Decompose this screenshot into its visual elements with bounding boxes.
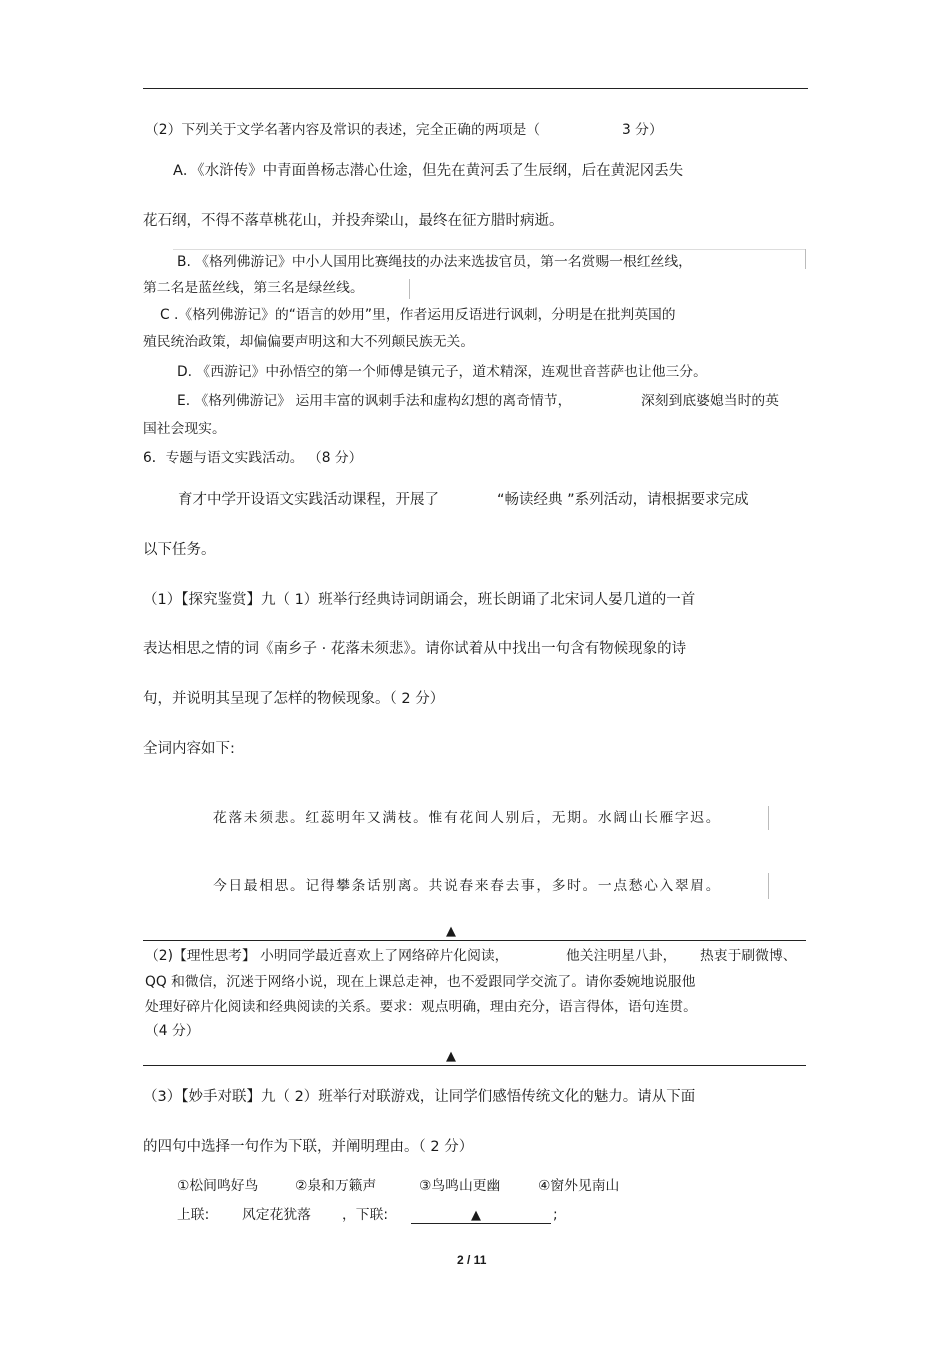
q6-intro-line2: 以下任务。 bbox=[143, 542, 216, 558]
option-e-line1a: E. 《格列佛游记》 运用丰富的讽刺手法和虚构幻想的离奇情节， bbox=[177, 393, 572, 409]
lower-couplet-end: ; bbox=[553, 1207, 558, 1223]
option-b-frame-top bbox=[173, 249, 805, 250]
option-b-line2: 第二名是蓝丝线，第三名是绿丝线。 bbox=[143, 280, 364, 296]
option-b-frame-mid bbox=[409, 279, 410, 299]
poem-line1-edge bbox=[768, 806, 769, 830]
option-e-line1b: 深刻到底婆媳当时的英 bbox=[641, 393, 779, 409]
poem-line2-edge bbox=[768, 873, 769, 899]
couplet-option-4: ④窗外见南山 bbox=[538, 1178, 620, 1194]
option-e-line2: 国社会现实。 bbox=[143, 421, 226, 437]
part1-line1: （1）【探究鉴赏】九（ 1）班举行经典诗词朗诵会，班长朗诵了北宋词人晏几道的一首 bbox=[143, 592, 696, 608]
answer-mark-2: ▲ bbox=[446, 1049, 456, 1064]
couplet-option-2: ②泉和万籁声 bbox=[295, 1178, 377, 1194]
q2-stem: （2）下列关于文学名著内容及常识的表述，完全正确的两项是（ bbox=[145, 122, 541, 138]
option-a-line2: 花石纲，不得不落草桃花山，并投奔梁山，最终在征方腊时病逝。 bbox=[143, 213, 564, 229]
option-b-line1: B. 《格列佛游记》中小人国用比赛绳技的办法来选拔官员，第一名赏赐一根红丝线， bbox=[177, 254, 692, 270]
lower-couplet-blank[interactable] bbox=[411, 1223, 551, 1224]
option-a-line1: A．《水浒传》中青面兽杨志潜心仕途，但先在黄河丢了生辰纲，后在黄泥冈丢失 bbox=[173, 163, 684, 179]
option-b-frame-right bbox=[805, 249, 806, 269]
part2-line1b: 他关注明星八卦， bbox=[566, 948, 677, 964]
upper-couplet-label: 上联: bbox=[177, 1207, 210, 1223]
poem-line2: 今日最相思。记得攀条话别离。共说春来春去事，多时。一点愁心入翠眉。 bbox=[213, 878, 722, 894]
part1-line2: 表达相思之情的词《南乡子 · 花落未须悲》。请你试着从中找出一句含有物候现象的诗 bbox=[143, 641, 687, 657]
answer-line-1[interactable] bbox=[143, 940, 806, 941]
q2-score: 3 分） bbox=[622, 122, 663, 138]
q6-intro-line1b: “畅读经典 ”系列活动，请根据要求完成 bbox=[497, 492, 749, 508]
part2-line4: （4 分） bbox=[145, 1023, 200, 1039]
header-rule bbox=[143, 88, 808, 89]
option-d: D. 《西游记》中孙悟空的第一个师傅是镇元子，道术精深，连观世音菩萨也让他三分。 bbox=[177, 364, 707, 380]
part1-line3: 句，并说明其呈现了怎样的物候现象。（ 2 分） bbox=[143, 691, 445, 707]
couplet-option-3: ③鸟鸣山更幽 bbox=[419, 1178, 501, 1194]
page-number: 2 / 11 bbox=[457, 1253, 487, 1267]
q6-title: 6．专题与语文实践活动。 （8 分） bbox=[143, 450, 363, 466]
upper-couplet-text: 风定花犹落 bbox=[242, 1207, 311, 1223]
poem-line1: 花落未须悲。红蕊明年又满枝。惟有花间人别后，无期。水阔山长雁字迟。 bbox=[213, 810, 722, 826]
part2-line1a: （2)【理性思考】 小明同学最近喜欢上了网络碎片化阅读， bbox=[145, 948, 509, 964]
answer-mark-3: ▲ bbox=[471, 1208, 481, 1223]
q6-intro-line1a: 育才中学开设语文实践活动课程，开展了 bbox=[178, 492, 439, 508]
answer-line-2[interactable] bbox=[143, 1065, 806, 1066]
part3-line1: （3）【妙手对联】九（ 2）班举行对联游戏，让同学们感悟传统文化的魅力。请从下面 bbox=[143, 1089, 696, 1105]
part3-line2: 的四句中选择一句作为下联，并阐明理由。（ 2 分） bbox=[143, 1139, 474, 1155]
couplet-option-1: ①松间鸣好鸟 bbox=[177, 1178, 259, 1194]
option-c-line1: C .《格列佛游记》的“语言的妙用”里，作者运用反语进行讽刺，分明是在批判英国的 bbox=[160, 307, 676, 323]
part2-line1c: 热衷于刷微博、 bbox=[700, 948, 797, 964]
part1-line4: 全词内容如下: bbox=[143, 741, 235, 757]
part2-line2: QQ 和微信，沉迷于网络小说，现在上课总走神，也不爱跟同学交流了。请你委婉地说服他 bbox=[145, 974, 696, 990]
answer-mark-1: ▲ bbox=[446, 924, 456, 939]
part2-line3: 处理好碎片化阅读和经典阅读的关系。要求：观点明确，理由充分，语言得体，语句连贯。 bbox=[145, 999, 697, 1015]
lower-couplet-label: ，下联: bbox=[342, 1207, 389, 1223]
option-c-line2: 殖民统治政策，却偏偏要声明这和大不列颠民族无关。 bbox=[143, 334, 475, 350]
